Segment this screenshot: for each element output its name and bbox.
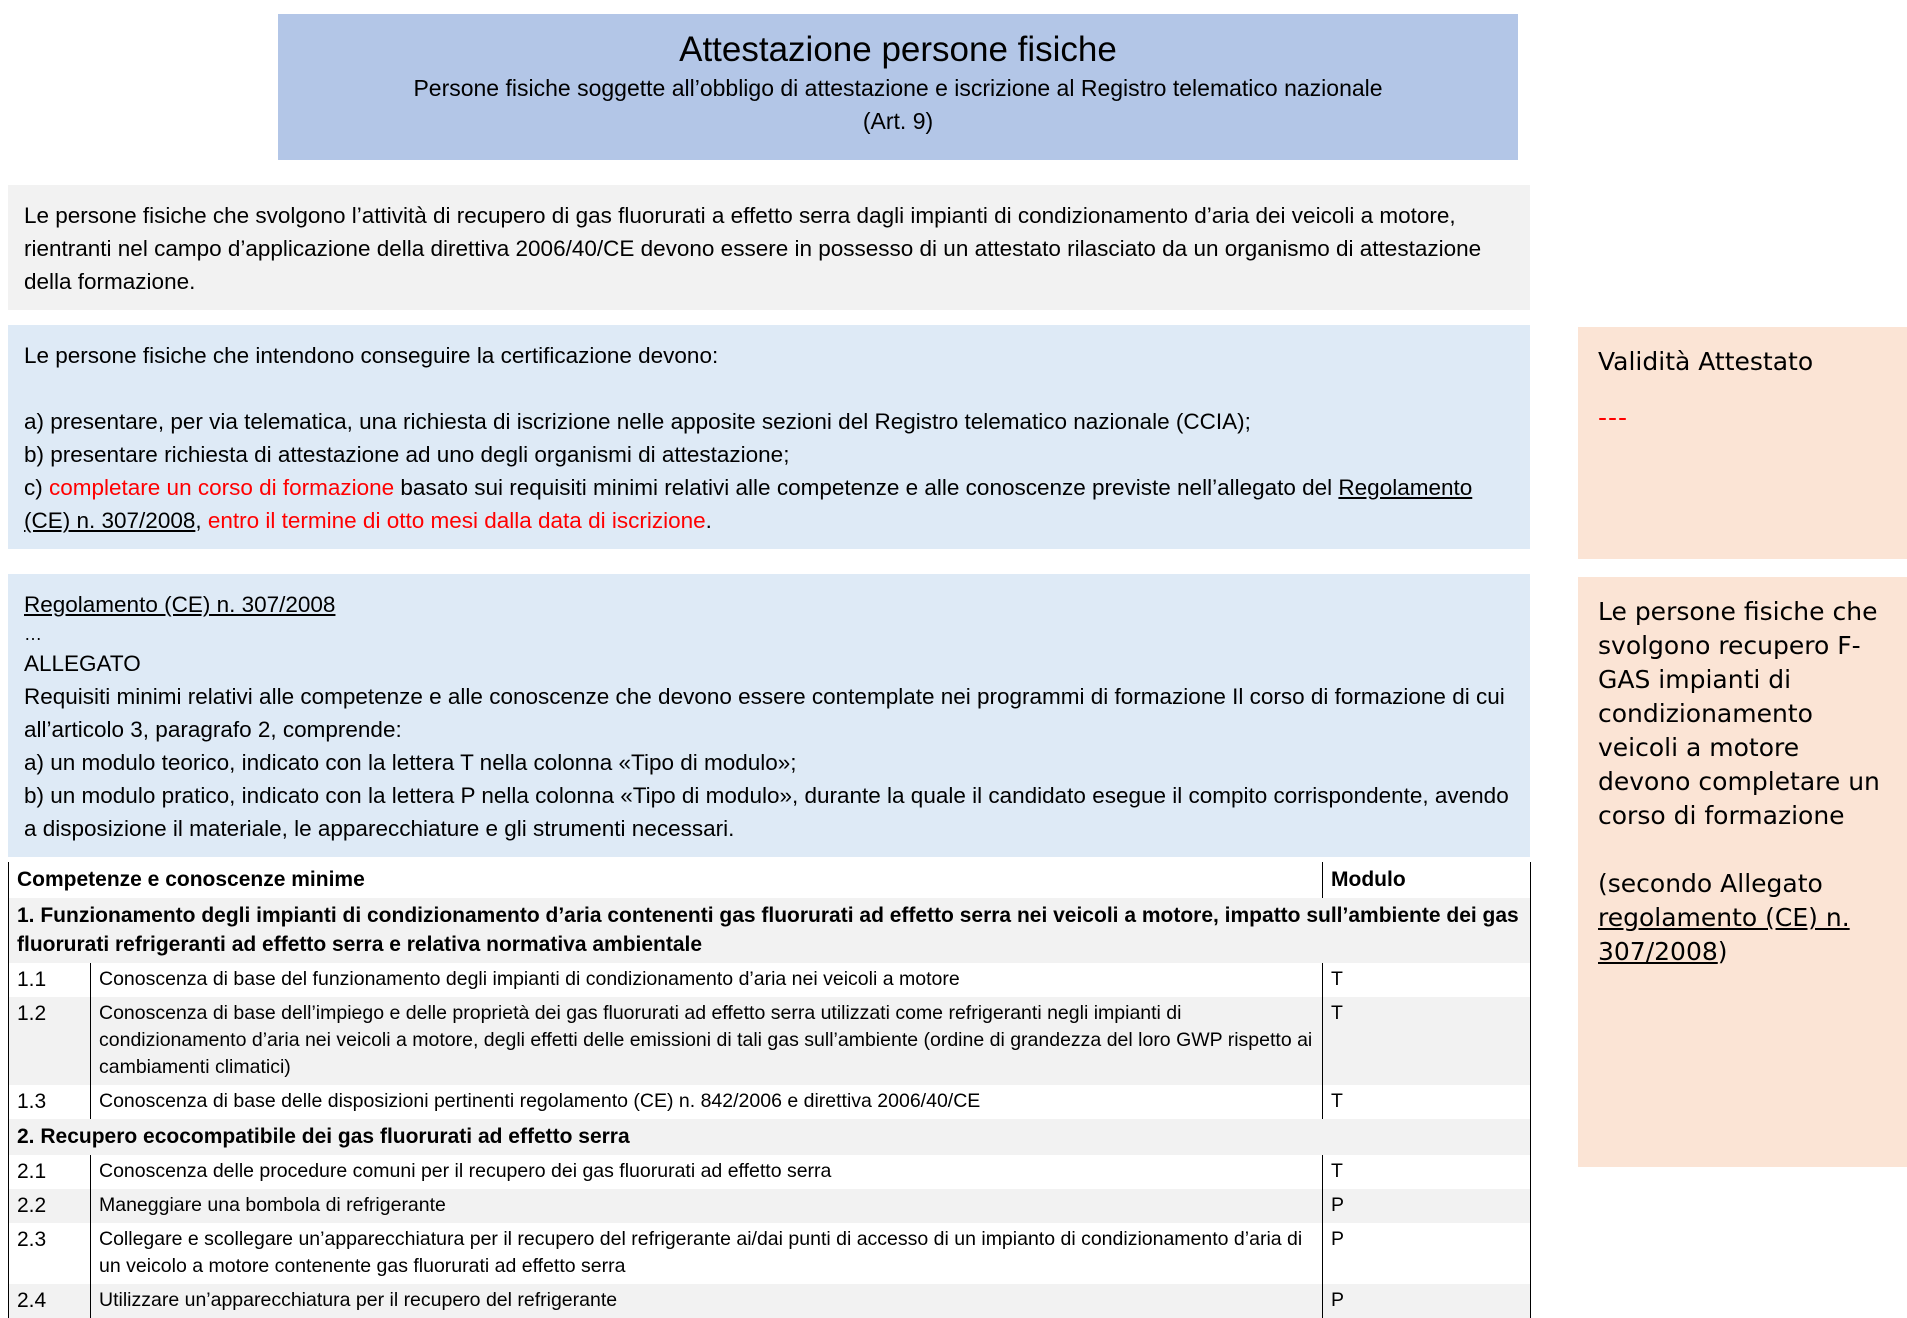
requirement-item-b: b) presentare richiesta di attestazione ad uno degli organismi di attestazione;: [24, 442, 790, 467]
table-cell-number: 2.1: [9, 1155, 91, 1189]
table-cell-number: 1.1: [9, 963, 91, 997]
table-row: [9, 1223, 1531, 1284]
table-cell-number: 2.3: [9, 1223, 91, 1284]
table-cell-modulo: T: [1323, 1085, 1531, 1119]
table-header-competence: Competenze e conoscenze minime: [9, 862, 1323, 898]
sidebar-note-ref-suffix: ): [1717, 937, 1728, 966]
requirement-c-comma: ,: [195, 508, 208, 533]
table-cell-modulo: T: [1323, 1155, 1531, 1189]
table-row: [9, 1155, 1531, 1189]
allegato-block: [8, 574, 1530, 857]
intro-paragraph: Le persone fisiche che svolgono l’attività di recupero di gas fluorurati a effetto serra dagli impianti di condizionamento d’aria dei veicoli a motore, rientranti nel campo d’applicazione della direttiva 2006/40/CE devono essere in possesso di un attestato rilasciato da un organismo di attestazione della formazione.: [24, 203, 1482, 294]
table-cell-description: Utilizzare un’apparecchiatura per il recupero del refrigerante: [91, 1284, 1323, 1318]
sidebar-panel-note: [1578, 577, 1907, 1167]
sidebar-note-reference: [1598, 867, 1889, 969]
page-subtitle-line2: (Art. 9): [862, 108, 934, 134]
table-cell-number: 1.2: [9, 997, 91, 1085]
requirement-item-c: [24, 471, 1514, 537]
requirement-c-highlight: completare un corso di formazione: [49, 475, 395, 500]
table-section-label: 1. Funzionamento degli impianti di condizionamento d’aria contenenti gas fluorurati ad effetto serra nei veicoli a motore, impatto sull’ambiente dei gas fluorurati refrigeranti ad effetto serra e relativa normativa ambientale: [9, 898, 1531, 963]
table-row: [9, 997, 1531, 1085]
table-cell-modulo: T: [1323, 963, 1531, 997]
title-box: [278, 14, 1518, 160]
requirement-item-a: a) presentare, per via telematica, una richiesta di iscrizione nelle apposite sezioni del Registro telematico nazionale (CCIA);: [24, 409, 1251, 434]
table-cell-description: Conoscenza di base del funzionamento degli impianti di condizionamento d’aria nei veicoli a motore: [91, 963, 1323, 997]
requirements-spacer: [24, 372, 1514, 405]
page-title: Attestazione persone fisiche: [679, 30, 1117, 69]
table-section-row: [9, 1119, 1531, 1155]
table-cell-description: Conoscenza di base dell’impiego e delle proprietà dei gas fluorurati ad effetto serra utilizzati come refrigeranti negli impianti di condizionamento d’aria nei veicoli a motore, degli effetti delle emissioni di tali gas sull’ambiente (ordine di grandezza del loro GWP rispetto ai cambiamenti climatici): [91, 997, 1323, 1085]
competences-table-body: [9, 862, 1531, 1318]
intro-text-block: [8, 185, 1530, 310]
sidebar-note-gap: [1598, 833, 1889, 867]
allegato-item-b: b) un modulo pratico, indicato con la lettera P nella colonna «Tipo di modulo», durante la quale il candidato esegue il compito corrispondente, avendo a disposizione il materiale, le apparecchiature e gli strumenti necessari.: [24, 783, 1509, 841]
table-header-modulo: Modulo: [1323, 862, 1531, 898]
table-cell-modulo: P: [1323, 1284, 1531, 1318]
allegato-paragraph: Requisiti minimi relativi alle competenze e alle conoscenze che devono essere contemplate nei programmi di formazione Il corso di formazione di cui all’articolo 3, paragrafo 2, comprende:: [24, 684, 1505, 742]
competences-table-wrapper: [8, 862, 1530, 1318]
allegato-heading: Regolamento (CE) n. 307/2008: [24, 592, 336, 617]
table-section-label: 2. Recupero ecocompatibile dei gas fluorurati ad effetto serra: [9, 1119, 1531, 1155]
allegato-label: ALLEGATO: [24, 651, 141, 676]
table-cell-modulo: P: [1323, 1189, 1531, 1223]
sidebar-panel-validity: [1578, 327, 1907, 559]
table-section-row: [9, 898, 1531, 963]
requirement-c-prefix: c): [24, 475, 49, 500]
competences-table: [8, 862, 1531, 1318]
table-cell-number: 2.4: [9, 1284, 91, 1318]
allegato-ellipsis: …: [24, 624, 42, 644]
table-row: [9, 1284, 1531, 1318]
table-header-row: [9, 862, 1531, 898]
page-subtitle-line1: Persone fisiche soggette all’obbligo di attestazione e iscrizione al Registro telematico nazionale: [413, 75, 1383, 101]
sidebar-note-ref-prefix: (secondo Allegato: [1598, 869, 1823, 898]
table-cell-description: Maneggiare una bombola di refrigerante: [91, 1189, 1323, 1223]
requirement-c-deadline: entro il termine di otto mesi dalla data di iscrizione: [207, 508, 706, 533]
table-cell-modulo: T: [1323, 997, 1531, 1085]
sidebar-validity-value: ---: [1598, 403, 1629, 432]
table-row: [9, 963, 1531, 997]
requirement-c-regulation-link[interactable]: Regolamento (CE) n. 307/2008: [24, 475, 1473, 533]
table-row: [9, 1189, 1531, 1223]
sidebar-note-ref-link[interactable]: regolamento (CE) n. 307/2008: [1598, 903, 1850, 966]
table-cell-description: Conoscenza di base delle disposizioni pertinenti regolamento (CE) n. 842/2006 e direttiva 2006/40/CE: [91, 1085, 1323, 1119]
requirements-block: [8, 325, 1530, 549]
requirement-c-end: .: [705, 508, 712, 533]
sidebar-note-text: Le persone fisiche che svolgono recupero F-GAS impianti di condizionamento veicoli a motore devono completare un corso di formazione: [1598, 597, 1880, 830]
allegato-item-a: a) un modulo teorico, indicato con la lettera T nella colonna «Tipo di modulo»;: [24, 750, 797, 775]
requirements-lead: Le persone fisiche che intendono conseguire la certificazione devono:: [24, 343, 719, 368]
table-cell-modulo: P: [1323, 1223, 1531, 1284]
sidebar-validity-title: Validità Attestato: [1598, 347, 1814, 376]
table-cell-description: Conoscenza delle procedure comuni per il recupero dei gas fluorurati ad effetto serra: [91, 1155, 1323, 1189]
table-cell-number: 1.3: [9, 1085, 91, 1119]
table-cell-description: Collegare e scollegare un’apparecchiatura per il recupero del refrigerante ai/dai punti di accesso di un impianto di condizionamento d’aria di un veicolo a motore contenente gas fluorurati ad effetto serra: [91, 1223, 1323, 1284]
table-cell-number: 2.2: [9, 1189, 91, 1223]
requirement-c-mid: basato sui requisiti minimi relativi alle competenze e alle conoscenze previste nell’allegato del: [394, 475, 1339, 500]
table-row: [9, 1085, 1531, 1119]
